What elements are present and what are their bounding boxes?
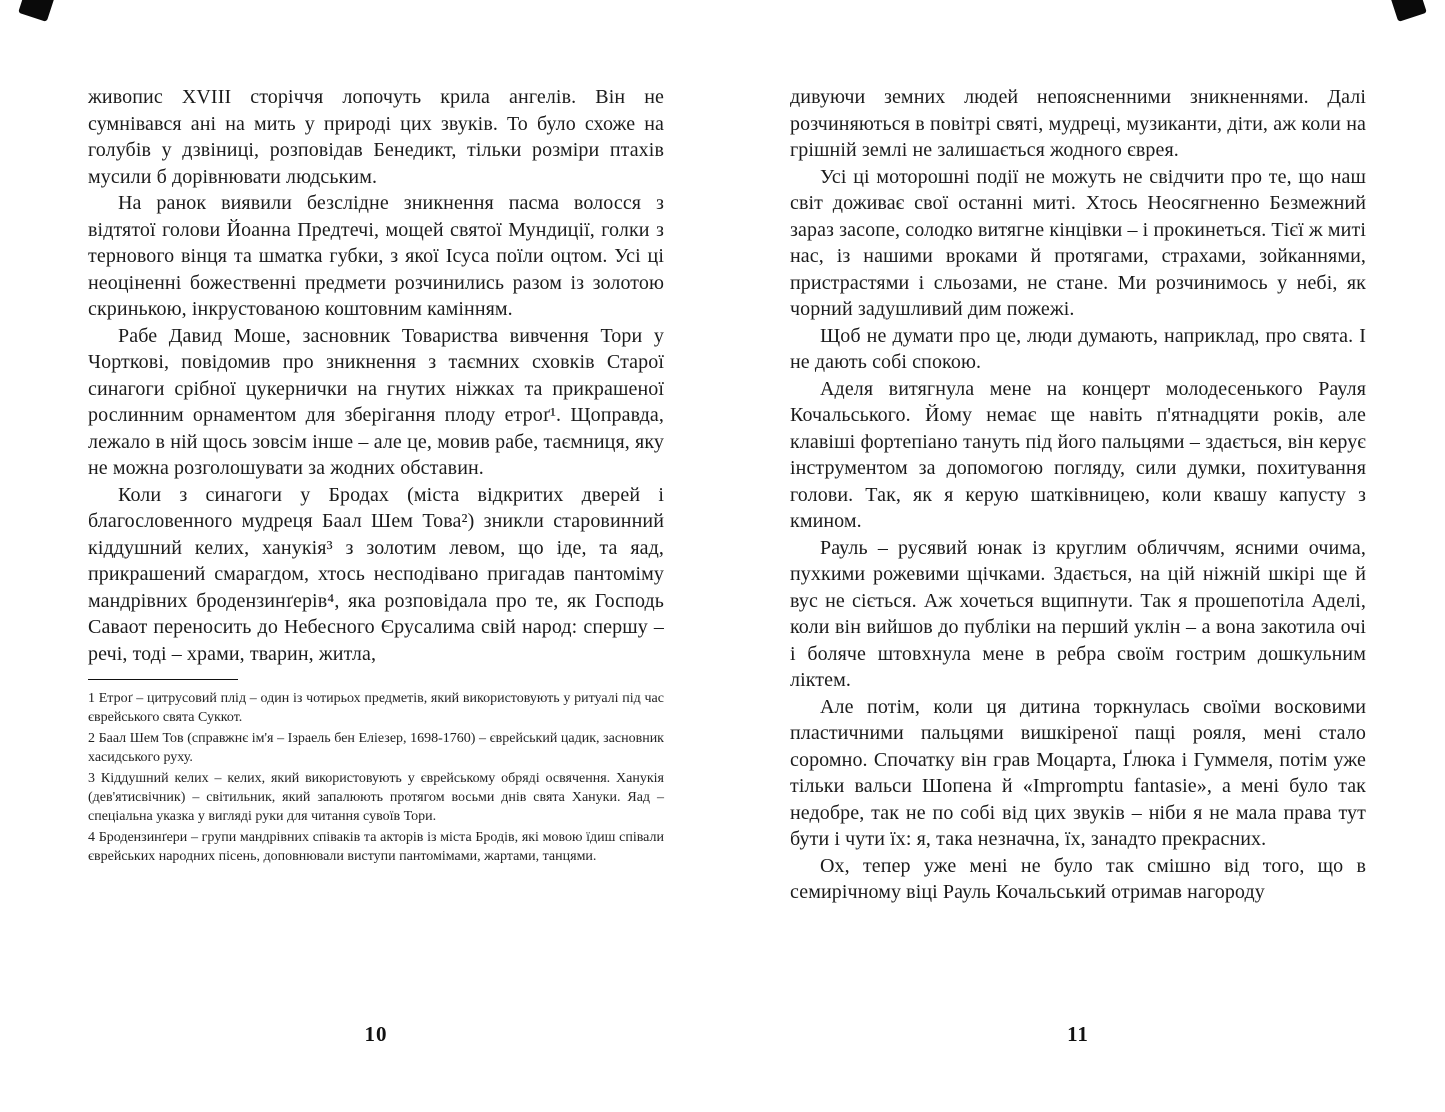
footnotes-block <box>88 679 664 866</box>
footnote: 3 Кіддушний келих – келих, який використовують у єврейському обряді освячення. Ханукія (дев'ятисвічник) – світильник, який запалюють протягом восьми днів свята Хануки. Яад – спеціальна указка у вигляді руки для читання сувоїв Тори. <box>88 771 664 824</box>
footnote: 1 Етроґ – цитрусовий плід – один із чотирьох предметів, який використовують у ритуалі під час єврейського свята Суккот. <box>88 691 664 725</box>
page-number-left: 10 <box>364 1022 388 1046</box>
page-left <box>88 0 664 1112</box>
footnote: 4 Бродензинґери – групи мандрівних співаків та акторів із міста Бродів, які мовою їдиш співали єврейських народних пісень, доповнювали виступи пантомімами, жартами, танцями. <box>88 830 664 864</box>
paragraph: Усі ці моторошні події не можуть не свідчити про те, що наш світ доживає свої останні миті. Хтось Неосягненно Безмежний зараз засопе, солодко витягне кінцівки – і прокинеться. Тієї ж миті нас, із нашими вроками й протягами, страхами, зойканнями, пристрастями і сльозами, не стане. Ми розчинимось у небі, як чорний задушливий дим пожежі. <box>790 165 1366 320</box>
corner-ornament-top-right-icon <box>1389 0 1427 22</box>
paragraph: Рабе Давид Моше, засновник Товариства вивчення Тори у Чорткові, повідомив про зникнення з таємних сховків Старої синагоги срібної цукернички на гнутих ніжках та прикрашеної рослинним орнаментом для зберігання плоду етроґ¹. Щоправда, лежало в ній щось зовсім інше – але це, мовив рабе, таємниця, яку не можна розголошувати за жодних обставин. <box>88 324 664 479</box>
corner-ornament-top-left-icon <box>18 0 56 22</box>
paragraph: дивуючи земних людей непоясненними зникненнями. Далі розчиняються в повітрі святі, мудреці, музиканти, діти, аж коли на грішній землі не залишається жодного єврея. <box>790 86 1366 161</box>
page-left-body-text <box>88 84 664 667</box>
page-right <box>790 0 1366 1112</box>
paragraph: Аделя витягнула мене на концерт молодесенького Рауля Кочальського. Йому немає ще навіть п'ятнадцяти років, але клавіші фортепіано тануть під його пальцями – здається, він керує інструментом за допомогою погляду, сили думки, похитування голови. Так, як я керую шатківницею, коли квашу капусту з кмином. <box>790 377 1366 532</box>
page-right-body-text <box>790 84 1366 906</box>
paragraph: живопис XVIII сторіччя лопочуть крила ангелів. Він не сумнівався ані на мить у природі цих звуків. То було схоже на голубів у дзвіниці, розповідав Бенедикт, тільки розміри птахів мусили б дорівнювати людським. <box>88 86 664 188</box>
paragraph: Ох, тепер уже мені не було так смішно від того, що в семирічному віці Рауль Кочальський отримав нагороду <box>790 854 1366 903</box>
paragraph: Щоб не думати про це, люди думають, наприклад, про свята. І не дають собі спокою. <box>790 324 1366 373</box>
paragraph: На ранок виявили безслідне зникнення пасма волосся з відтятої голови Йоанна Предтечі, мощей святої Мундиції, голки з тернового вінця та шматка губки, з якої Ісуса поїли оцтом. Усі ці неоціненні божественні предмети розчинились разом із золотою скринькою, інкрустованою коштовним камінням. <box>88 192 664 320</box>
page-number-right: 11 <box>1067 1022 1089 1046</box>
footnote: 2 Баал Шем Тов (справжнє ім'я – Ізраель бен Еліезер, 1698-1760) – єврейський цадик, засновник хасидського руху. <box>88 731 664 765</box>
paragraph: Рауль – русявий юнак із круглим обличчям, ясними очима, пухкими рожевими щічками. Здається, на цій ніжній шкірі ще й вус не сіється. Аж хочеться вщипнути. Так я прошепотіла Аделі, коли він вийшов до публіки на перший уклін – а вона закотила очі і боляче штовхнула мене в ребра своїм гострим дошкульним ліктем. <box>790 536 1366 691</box>
paragraph: Коли з синагоги у Бродах (міста відкритих дверей і благословенного мудреця Баал Шем Това²) зникли старовинний кіддушний келих, ханукія³ з золотим левом, що іде, та яад, прикрашений смарагдом, хтось несподівано пригадав пантоміму мандрівних бродензинґерів⁴, яка розповідала про те, як Господь Саваот переносить до Небесного Єрусалима свій народ: спершу – речі, тоді – храми, тварин, житла, <box>88 483 664 665</box>
paragraph: Але потім, коли ця дитина торкнулась своїми восковими пластичними пальцями вишкіреної пащі рояля, мені стало соромно. Спочатку він грав Моцарта, Ґлюка і Гуммеля, потім уже тільки вальси Шопена й «Impromptu fantasie», а мені було так недобре, так не по собі від цих звуків – ніби я не мала права тут бути і чути їх: я, така незначна, їх, занадто прекрасних. <box>790 695 1366 850</box>
footnote-divider <box>88 679 238 680</box>
